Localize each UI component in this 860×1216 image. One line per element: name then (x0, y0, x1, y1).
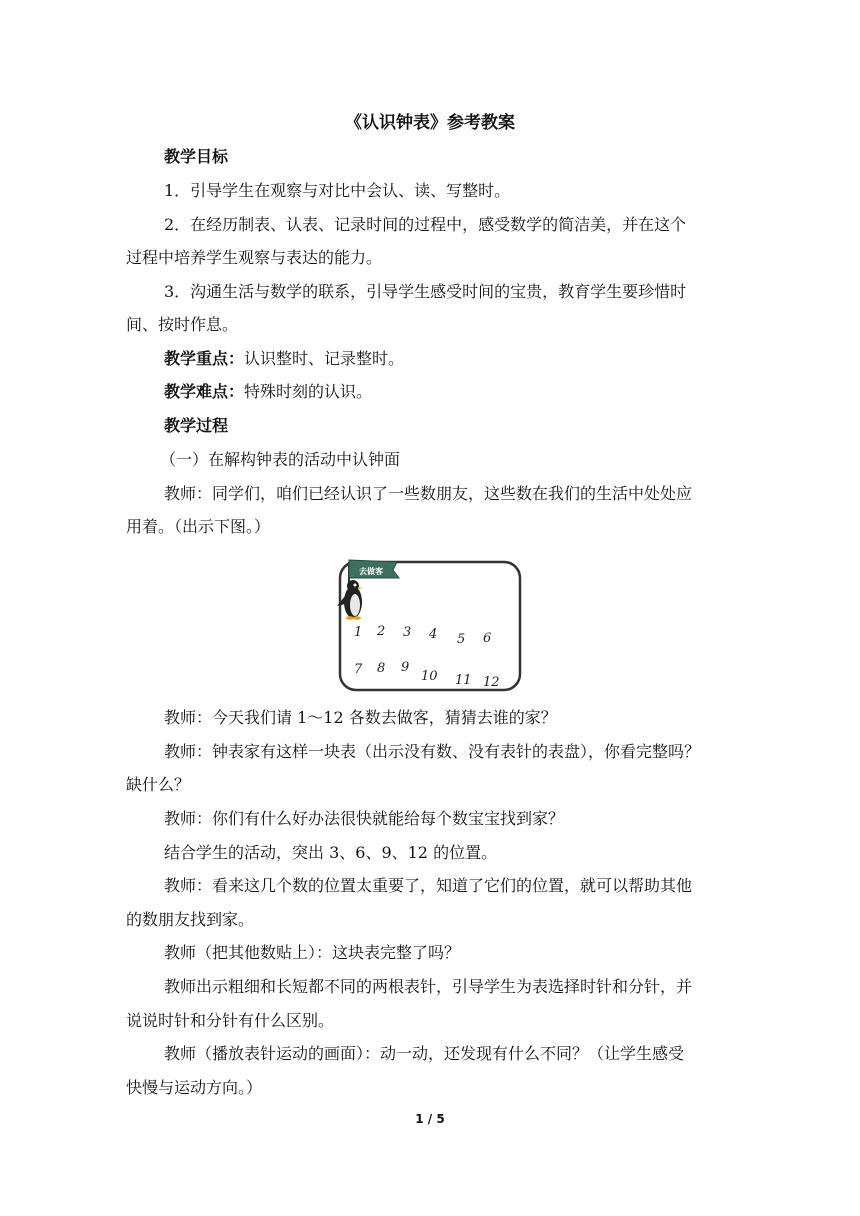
number-11: 11 (455, 673, 472, 688)
paragraph-1-line-2: 用着。（出示下图。） (126, 517, 271, 536)
section-1-heading: （一）在解构钟表的活动中认钟面 (160, 450, 401, 469)
number-12: 12 (483, 675, 500, 690)
number-10: 10 (421, 669, 438, 684)
paragraph-6-line-1: 教师：看来这几个数的位置太重要了，知道了它们的位置，就可以帮助其他 (164, 876, 693, 895)
paragraph-2: 教师：今天我们请 1～12 各数去做客，猜猜去谁的家？ (164, 708, 557, 727)
paragraph-1-line-1: 教师：同学们，咱们已经认识了一些数朋友，这些数在我们的生活中处处应 (164, 484, 693, 503)
paragraph-3-line-1: 教师：钟表家有这样一块表（出示没有数、没有表针的表盘），你看完整吗？ (164, 742, 701, 761)
paragraph-9-line-1: 教师（播放表针运动的画面）：动一动，还发现有什么不同？（让学生感受 (164, 1044, 685, 1063)
paragraph-9-line-2: 快慢与运动方向。） (126, 1078, 263, 1097)
key-point-label: 教学重点： (164, 349, 245, 368)
paragraph-4: 教师：你们有什么好办法很快就能给每个数宝宝找到家？ (164, 809, 565, 828)
objective-3-line-1: 3．沟通生活与数学的联系，引导学生感受时间的宝贵，教育学生要珍惜时 (164, 282, 687, 301)
numbers-visit-figure (327, 556, 527, 696)
objective-2-line-1: 2．在经历制表、认表、记录时间的过程中，感受数学的简洁美，并在这个 (164, 215, 687, 234)
difficult-point-label: 教学难点： (164, 382, 245, 401)
objective-1: 1．引导学生在观察与对比中会认、读、写整时。 (164, 181, 511, 200)
document-title: 《认识钟表》参考教案 (345, 113, 515, 133)
number-9: 9 (401, 660, 410, 675)
number-2: 2 (377, 624, 386, 639)
difficult-point (164, 381, 784, 403)
number-8: 8 (377, 661, 386, 676)
objective-2-line-2: 过程中培养学生观察与表达的能力。 (126, 248, 383, 267)
objective-3-line-2: 间、按时作息。 (126, 315, 239, 334)
paragraph-6-line-2: 的数朋友找到家。 (126, 910, 255, 929)
difficult-point-text: 特殊时刻的认识。 (244, 382, 373, 401)
key-point (164, 348, 784, 370)
number-3: 3 (403, 625, 412, 640)
number-6: 6 (483, 631, 492, 646)
key-point-text: 认识整时、记录整时。 (244, 349, 405, 368)
heading-objectives: 教学目标 (164, 147, 229, 166)
number-7: 7 (354, 662, 363, 677)
paragraph-5: 结合学生的活动，突出 3、6、9、12 的位置。 (164, 843, 498, 862)
heading-process: 教学过程 (164, 416, 229, 435)
flag-text: 去做客 (359, 567, 383, 576)
number-4: 4 (429, 627, 438, 642)
paragraph-8-line-1: 教师出示粗细和长短都不同的两根表针，引导学生为表选择时针和分针，并 (164, 977, 693, 996)
paragraph-7: 教师（把其他数贴上）：这块表完整了吗？ (164, 943, 461, 962)
page-number: 1 / 5 (415, 1112, 445, 1126)
paragraph-3-line-2: 缺什么？ (126, 775, 191, 794)
number-1: 1 (354, 625, 363, 640)
paragraph-8-line-2: 说说时针和分针有什么区别。 (126, 1011, 335, 1030)
number-5: 5 (457, 632, 466, 647)
